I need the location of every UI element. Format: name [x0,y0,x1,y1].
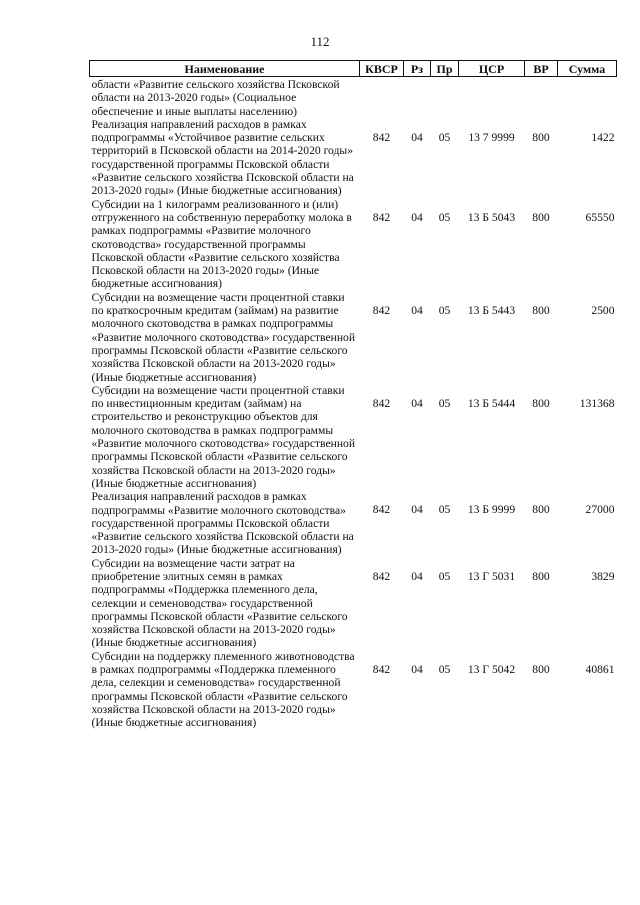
table-row [90,650,617,730]
cell-sum: 27000 [585,503,615,517]
cell-csr: 13 Б 5444 [467,396,516,410]
page-number: 112 [310,34,330,49]
cell-sum: 40861 [585,662,615,676]
cell-csr: 13 Б 5043 [467,210,516,224]
cell-vr: 800 [532,569,550,583]
column-header-name: Наименование [90,61,360,77]
column-header-rz: Рз [404,61,431,77]
cell-csr: 13 7 9999 [468,130,515,144]
cell-sum: 3829 [591,569,615,583]
cell-kvsr: 842 [372,396,391,410]
cell-kvsr: 842 [372,130,391,144]
cell-pr: 05 [438,210,451,224]
cell-rz: 04 [411,303,423,317]
cell-csr: 13 Г 5031 [467,569,516,583]
cell-rz: 04 [411,130,423,144]
column-header-kvsr: КВСР [360,61,404,77]
cell-rz: 04 [411,503,423,517]
table-row [90,118,617,198]
column-header-vr: ВР [525,61,558,77]
cell-name: Субсидии на поддержку племенного животноводства в рамках подпрограммы «Поддержка племенного дела, селекции и семеноводства» государственной программы Псковской области «Развитие сельского хозяйства Псковской области на 2013-2020 годы» (Иные бюджетные ассигнования) [91,649,355,730]
cell-vr: 800 [532,396,550,410]
table-row [90,384,617,490]
cell-csr: 13 Б 5443 [467,303,516,317]
cell-name: Субсидии на возмещение части процентной ставки по инвестиционным кредитам (займам) на строительство и реконструкцию объектов для молочного скотоводства в рамках подпрограммы «Развитие молочного скотоводства» государственной программы Псковской области «Развитие сельского хозяйства Псковской области на 2013-2020 годы» (Иные бюджетные ассигнования) [91,383,356,490]
cell-kvsr: 842 [372,303,391,317]
cell-sum: 65550 [585,210,615,224]
table-row [90,557,617,650]
cell-rz: 04 [411,396,423,410]
cell-sum: 131368 [579,396,615,410]
cell-name: Реализация направлений расходов в рамках подпрограммы «Устойчивое развитие сельских территорий в Псковской области на 2014-2020 годы» государственной программы Псковской области «Развитие сельского хозяйства Псковской области на 2013-2020 годы» (Иные бюджетные ассигнования) [91,117,354,198]
cell-pr: 05 [438,569,451,583]
column-header-pr: Пр [431,61,459,77]
cell-csr: 13 Г 5042 [467,662,516,676]
table-header-row [90,61,617,77]
cell-vr: 800 [532,503,550,517]
cell-rz: 04 [411,210,423,224]
column-header-csr: ЦСР [459,61,525,77]
cell-rz: 04 [411,569,423,583]
cell-name: Субсидии на возмещение части процентной ставки по краткосрочным кредитам (займам) на развитие молочного скотоводства в рамках подпрограммы «Развитие молочного скотоводства» государственной программы Псковской области «Развитие сельского хозяйства Псковской области на 2013-2020 годы» (Иные бюджетные ассигнования) [91,290,356,384]
cell-vr: 800 [532,662,550,676]
cell-sum: 1422 [591,130,615,144]
cell-sum: 2500 [591,303,615,317]
cell-vr: 800 [532,130,550,144]
cell-kvsr: 842 [372,503,391,517]
cell-kvsr: 842 [372,210,391,224]
table-row [90,490,617,556]
table-row [90,291,617,384]
cell-pr: 05 [438,503,451,517]
cell-kvsr: 842 [372,662,391,676]
cell-rz: 04 [411,662,423,676]
cell-name: Субсидии на возмещение части затрат на приобретение элитных семян в рамках подпрограммы «Поддержка племенного дела, селекции и семеноводства» государственной программы Псковской области «Развитие сельского хозяйства Псковской области на 2013-2020 годы» (Иные бюджетные ассигнования) [91,556,348,650]
cell-pr: 05 [438,662,451,676]
column-header-sum: Сумма [558,61,617,77]
cell-name: Реализация направлений расходов в рамках подпрограммы «Развитие молочного скотоводства» государственной программы Псковской области «Развитие сельского хозяйства Псковской области на 2013-2020 годы» (Иные бюджетные ассигнования) [91,490,354,557]
cell-kvsr: 842 [372,569,391,583]
budget-table [89,60,617,730]
continuation-text: области «Развитие сельского хозяйства Псковской области на 2013-2020 годы» (Социальное обеспечение и иные выплаты населению) [91,78,340,118]
cell-pr: 05 [438,396,451,410]
cell-pr: 05 [438,130,451,144]
table-row [90,198,617,291]
continuation-row [90,77,617,118]
cell-vr: 800 [532,210,550,224]
cell-csr: 13 Б 9999 [467,503,516,517]
cell-pr: 05 [438,303,451,317]
cell-name: Субсидии на 1 килограмм реализованного и (или) отгруженного на собственную переработку молока в рамках подпрограммы «Развитие молочного скотоводства» государственной программы Псковской области «Развитие сельского хозяйства Псковской области на 2013-2020 годы» (Иные бюджетные ассигнования) [91,197,352,291]
cell-vr: 800 [532,303,550,317]
